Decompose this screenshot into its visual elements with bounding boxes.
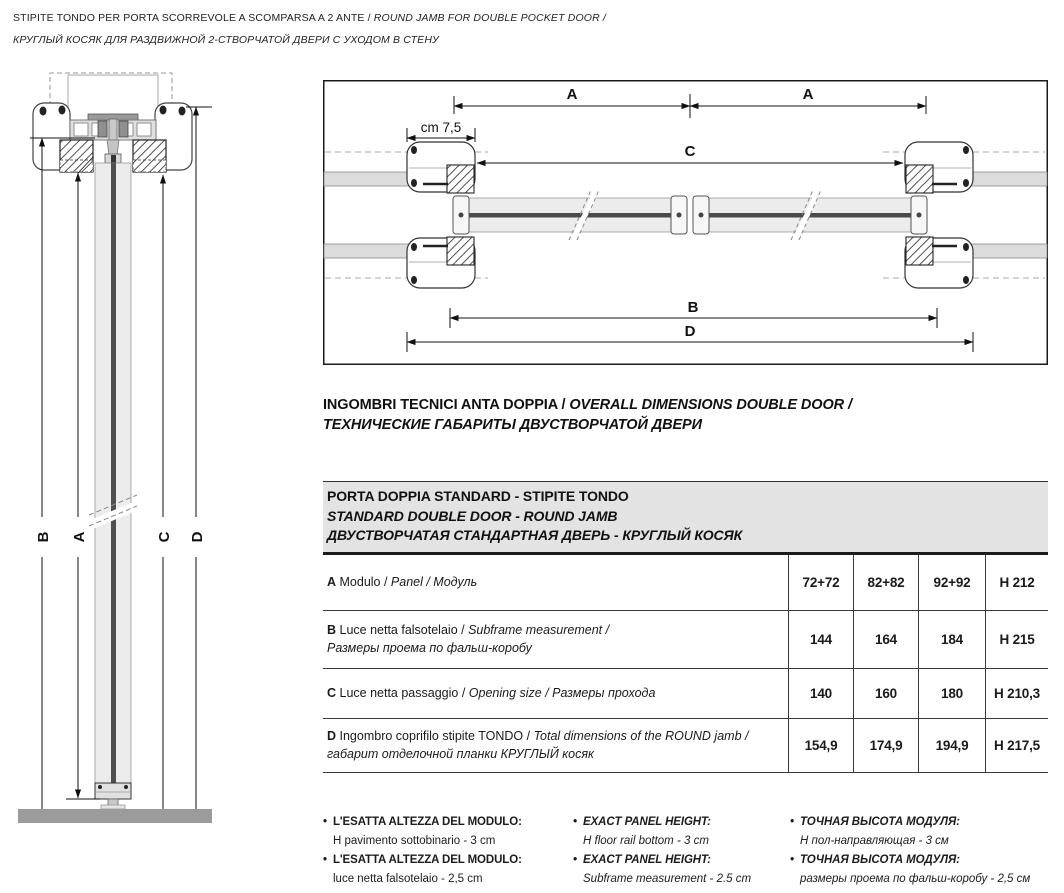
table-cell: 140 (788, 669, 853, 718)
table-cell: 194,9 (918, 719, 985, 772)
gasket-icon (59, 106, 66, 115)
dim-label-a1: A (566, 86, 578, 103)
notes-column-ru (790, 813, 1052, 889)
row-label-ru: габарит отделочной планки КРУГЛЫЙ косяк (327, 747, 594, 761)
note-label: L'ESATTA ALTEZZA DEL MODULO: (333, 816, 522, 828)
notes-column-it (323, 813, 568, 889)
row-label-intl: Total dimensions of the ROUND jamb / (533, 729, 749, 743)
track-pocket (137, 123, 151, 136)
bullet-icon: • (573, 854, 578, 866)
table-cell: H 215 (985, 611, 1048, 668)
header-title-ru: КРУГЛЫЙ КОСЯК ДЛЯ РАЗДВИЖНОЙ 2-СТВОРЧАТОЙ ДВЕРИ С УХОДОМ В СТЕНУ (13, 34, 439, 46)
note-text: Subframe measurement - 2.5 cm (583, 873, 752, 885)
panel-core (699, 213, 925, 218)
row-label (323, 669, 788, 718)
note-item (323, 813, 568, 832)
table-header-it: PORTA DOPPIA STANDARD - STIPITE TONDO (327, 488, 629, 504)
row-label-ru: Размеры проема по фальш-коробу (327, 641, 532, 655)
jamb-width-label: cm 7,5 (420, 120, 462, 135)
table-header-ru: ДВУСТВОРЧАТАЯ СТАНДАРТНАЯ ДВЕРЬ - КРУГЛЫЙ КОСЯК (327, 527, 743, 543)
dim-label-b: B (35, 531, 52, 543)
note-text: H floor rail bottom - 3 cm (583, 835, 709, 847)
gasket-icon (40, 107, 47, 116)
note-text: luce netta falsotelaio - 2,5 cm (333, 873, 483, 885)
bullet-icon: • (573, 816, 578, 828)
track-pocket (74, 123, 88, 136)
bullet-icon: • (790, 854, 795, 866)
row-label-it: Modulo / (336, 575, 391, 589)
gasket-icon (411, 243, 417, 251)
roller-spacer (109, 119, 117, 140)
table-cell: 144 (788, 611, 853, 668)
row-key: D (327, 729, 337, 743)
panel-core (457, 213, 683, 218)
note-label: ТОЧНАЯ ВЫСОТА МОДУЛЯ: (800, 816, 960, 828)
note-label: L'ESATTA ALTEZZA DEL MODULO: (333, 854, 522, 866)
header-title-en: ROUND JAMB FOR DOUBLE POCKET DOOR / (373, 12, 606, 24)
section-title-en: OVERALL DIMENSIONS DOUBLE DOOR / (569, 397, 852, 413)
rail-gasket-icon (98, 785, 102, 789)
hanger-pin (111, 155, 116, 163)
plan-section-drawing (323, 80, 1048, 365)
table-cell: 160 (853, 669, 918, 718)
table-row-d (323, 719, 1048, 773)
gasket-icon (963, 243, 969, 251)
gasket-icon (411, 179, 417, 187)
gasket-icon (963, 276, 969, 284)
row-label (323, 611, 788, 668)
note-item (323, 851, 568, 870)
note-item (573, 813, 785, 832)
table-row-b (323, 611, 1048, 669)
note-label: EXACT PANEL HEIGHT: (583, 854, 711, 866)
row-key: B (327, 623, 337, 637)
dim-label-a: A (71, 531, 88, 543)
table-cell: 92+92 (918, 555, 985, 610)
table-header-en: STANDARD DOUBLE DOOR - ROUND JAMB (327, 507, 618, 524)
gasket-icon (411, 146, 417, 154)
table-cell: 164 (853, 611, 918, 668)
table-row-a (323, 555, 1048, 611)
row-label-intl: Opening size / Размеры прохода (468, 686, 656, 700)
row-label-intl: Panel / Модуль (390, 575, 478, 589)
vertical-section-drawing (10, 65, 310, 825)
dim-label-b: B (687, 299, 699, 316)
stile-lock-icon (459, 213, 464, 218)
page-header (13, 7, 606, 51)
hanger-bolt (107, 140, 119, 155)
note-text: размеры проема по фальш-коробу - 2,5 см (800, 873, 1031, 885)
gasket-icon (963, 146, 969, 154)
table-cell: 174,9 (853, 719, 918, 772)
bullet-icon: • (790, 816, 795, 828)
section-title (323, 395, 852, 435)
floor-bar (18, 809, 212, 823)
row-label (323, 555, 788, 610)
dim-label-a2: A (802, 86, 814, 103)
note-text: Н пол-направляющая - 3 см (800, 835, 949, 847)
table-cell: 82+82 (853, 555, 918, 610)
table-cell: 154,9 (788, 719, 853, 772)
table-cell: 72+72 (788, 555, 853, 610)
rail-gasket-icon (124, 785, 128, 789)
table-cell: H 210,3 (985, 669, 1048, 718)
table-cell: 180 (918, 669, 985, 718)
row-label-it: Ingombro coprifilo stipite TONDO / (336, 729, 534, 743)
wood-strip-right (133, 160, 166, 172)
notes-column-en (573, 813, 785, 889)
row-label (323, 719, 788, 772)
header-title-it: STIPITE TONDO PER PORTA SCORREVOLE A SCOMPARSA A 2 ANTE / (13, 12, 374, 24)
gasket-icon (411, 276, 417, 284)
dim-label-c: C (156, 531, 173, 543)
note-label: EXACT PANEL HEIGHT: (583, 816, 711, 828)
wood-block (906, 165, 933, 193)
row-label-it: Luce netta falsotelaio / (336, 623, 469, 637)
table-cell: H 217,5 (985, 719, 1048, 772)
section-title-line1 (323, 395, 852, 415)
table-cell: 184 (918, 611, 985, 668)
row-label-intl: Subframe measurement / (468, 623, 610, 637)
gasket-icon (963, 179, 969, 187)
table-header (323, 482, 1048, 555)
section-title-ru: ТЕХНИЧЕСКИЕ ГАБАРИТЫ ДВУСТВОРЧАТОЙ ДВЕРИ (323, 417, 702, 433)
gasket-icon (160, 106, 167, 115)
bullet-icon: • (323, 816, 328, 828)
page-header-line1 (13, 7, 606, 29)
section-title-it: INGOMBRI TECNICI ANTA DOPPIA / (323, 397, 570, 413)
table-cell: H 212 (985, 555, 1048, 610)
dim-label-d: D (684, 323, 696, 340)
note-item (790, 813, 1052, 832)
wood-block (906, 237, 933, 265)
note-label: ТОЧНАЯ ВЫСОТА МОДУЛЯ: (800, 854, 960, 866)
note-text: H pavimento sottobinario - 3 cm (333, 835, 496, 847)
row-key: A (327, 575, 337, 589)
panel-core (111, 163, 116, 783)
stile-lock-icon (677, 213, 682, 218)
gasket-icon (179, 107, 186, 116)
dim-label-c: C (684, 143, 696, 160)
floor-guide-base (101, 805, 125, 809)
stile-lock-icon (917, 213, 922, 218)
note-item (573, 851, 785, 870)
dimensions-table (323, 481, 1048, 773)
row-label-it: Luce netta passaggio / (336, 686, 469, 700)
note-item (790, 851, 1052, 870)
bullet-icon: • (323, 854, 328, 866)
table-row-c (323, 669, 1048, 719)
dim-label-d: D (189, 531, 206, 543)
roller (119, 121, 128, 137)
wood-block (447, 237, 474, 265)
roller (98, 121, 107, 137)
stile-lock-icon (699, 213, 704, 218)
wood-block (447, 165, 474, 193)
row-key: C (327, 686, 337, 700)
page-header-line2 (13, 29, 606, 51)
